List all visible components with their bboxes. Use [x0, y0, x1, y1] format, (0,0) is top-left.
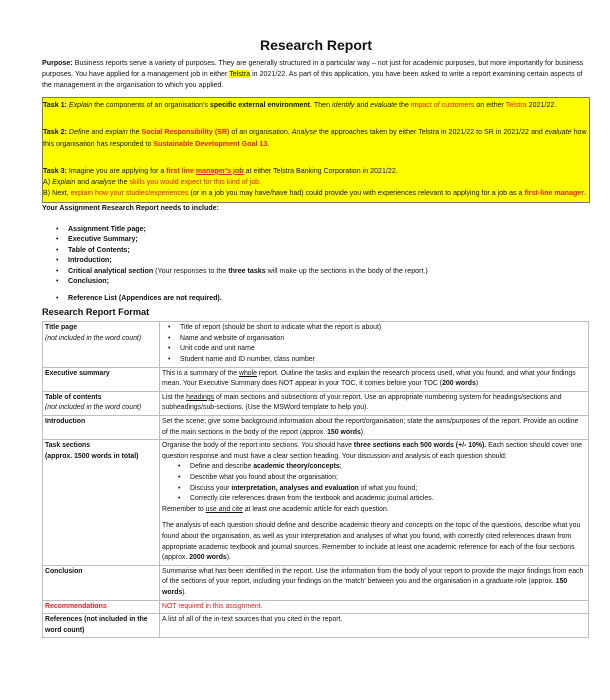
text: Each section should cover one question response and must have a clear section heading. Your discussion and analysis of each question should:	[162, 442, 583, 460]
row-content	[160, 391, 589, 415]
row-label	[43, 565, 160, 600]
list-item	[176, 484, 586, 495]
row-content	[160, 322, 589, 367]
text: .	[584, 189, 586, 198]
text: the	[127, 128, 142, 137]
row-content	[160, 565, 589, 600]
label: Table of contents	[45, 393, 102, 401]
row-label	[43, 416, 160, 440]
text: A list of all of the in-text sources that you cited in the report.	[162, 616, 343, 624]
row-content	[160, 440, 589, 566]
text: B) Next,	[43, 189, 71, 198]
text: the	[115, 178, 130, 187]
text: of what you found;	[358, 484, 418, 492]
text: Summarise what has been identified in the report. Use the information from the body of your report to provide the major findings from each of the sections of your report, including your findings on the 'match' between you and the organisation in a graduate role (approx.	[162, 567, 584, 586]
bold-text: three tasks	[228, 266, 266, 275]
text: (Your responses to the	[153, 266, 229, 275]
task-2	[43, 127, 588, 150]
bold-text: Critical analytical section	[68, 266, 154, 275]
text: . Then	[310, 101, 332, 109]
task-3	[43, 166, 588, 177]
purpose-paragraph	[42, 58, 590, 91]
task-3-label: Task 3:	[43, 166, 67, 175]
list-item: • Student name and ID number, class number	[166, 355, 586, 366]
label-note: (not included in the word count)	[45, 404, 142, 412]
text: ).	[182, 588, 187, 596]
bold-text: 150 words	[327, 428, 361, 436]
list-item	[56, 266, 590, 277]
verb: evaluate	[544, 128, 572, 137]
text: on either	[474, 101, 506, 109]
task-1	[43, 100, 588, 111]
list-item: • Describe what you found about the organisation;	[176, 473, 586, 484]
red-text: first line	[166, 166, 194, 175]
requirements-list	[42, 224, 590, 304]
bold-text: 150 words	[162, 578, 568, 596]
bold-text: 2000 words	[189, 554, 227, 562]
text: Organise the body of the report into sections. You should have	[162, 442, 354, 450]
text: This is a summary of the	[162, 369, 239, 377]
red-text: explain how your studies/experiences	[70, 189, 189, 198]
red-text: Telstra	[505, 101, 527, 109]
label-note: (approx. 1500 words in total)	[45, 452, 139, 460]
table-row	[43, 391, 589, 415]
bold-text: interpretation, analyses and evaluation	[231, 484, 359, 492]
text: Discuss your	[190, 484, 232, 492]
row-content	[160, 416, 589, 440]
text: at either Telstra Banking Corporation in 2021/22.	[243, 166, 398, 175]
text: ;	[339, 463, 342, 471]
text: Imagine you are applying for a	[66, 166, 167, 175]
row-content	[160, 600, 589, 614]
text: the approaches taken by either Telstra in 2021/22 to SR in 2021/22 and	[316, 128, 545, 137]
text: headings	[186, 393, 215, 401]
text: and	[89, 128, 106, 137]
task-3-part-b	[43, 188, 588, 199]
row-label	[43, 600, 160, 614]
text: the components of an organisation's	[92, 101, 210, 109]
text: Remember to	[162, 505, 206, 513]
text: report. Outline the tasks and explain the research process used, what you found, and what your findings mean. Your Executive Summary does NOT appear in your TOC, it comes before your TOC (	[162, 369, 576, 388]
text: whole	[238, 369, 257, 377]
list-item: • Title of report (should be short to indicate what the report is about)	[166, 323, 586, 334]
red-text: Social Responsibility (SR)	[141, 128, 230, 137]
text: The analysis of each question should define and describe academic theory and concepts on the topic of the questions, describe what you found about the organisation, as well as your interpretation and analyses of what you found, with correctly cited references drawn from appropriate academic textbook and journal sources. Remember to include at least one academic reference for each of the four sections (approx.	[162, 522, 581, 562]
list-item: • Introduction;	[56, 255, 590, 266]
purpose-label: Purpose:	[42, 59, 73, 67]
label: Title page	[45, 324, 78, 332]
text: of main sections and subsections of your report. Use an appropriate numbering system for headings/sections and subheadings/sub-sections. (Use the MSWord template to help you).	[162, 393, 562, 412]
text: (or in a job you may have/have had) could provide you with experiences relevant to applying for a job as a	[188, 189, 525, 198]
list-item: • Executive Summary;	[56, 234, 590, 245]
label: Introduction	[45, 418, 86, 426]
list-item: • Conclusion;	[56, 276, 590, 287]
label: Task sections	[45, 442, 91, 450]
label-note: (not included in the word count)	[45, 334, 142, 342]
list-item: • Assignment Title page;	[56, 224, 590, 235]
table-row	[43, 614, 589, 638]
verb: Define	[68, 128, 90, 137]
verb: Explain	[68, 101, 93, 109]
verb: Analyse	[291, 128, 317, 137]
label: Recommendations	[45, 602, 107, 610]
verb: explain	[105, 128, 128, 137]
red-text: skills you would expect for this kind of job.	[129, 178, 262, 187]
row-label	[43, 440, 160, 566]
text: Define and describe	[190, 463, 254, 471]
task-3-part-a	[43, 177, 588, 188]
highlighted-company: Telstra	[229, 70, 251, 78]
text: will make up the sections in the body of the report.)	[265, 266, 428, 275]
document-page	[42, 0, 590, 638]
text: ).	[226, 554, 231, 562]
text: 2021/22.	[526, 101, 557, 109]
text: List the	[162, 393, 187, 401]
text: NOT required in this assignment.	[162, 602, 263, 610]
bold-text: 200 words	[442, 380, 476, 388]
bold-text: specific external environment	[209, 101, 311, 109]
verb: identify	[331, 101, 355, 109]
table-row	[43, 600, 589, 614]
table-row	[43, 440, 589, 566]
text: and	[75, 178, 92, 187]
red-text: Sustainable Development Goal 13	[153, 139, 268, 148]
requirements-heading: Your Assignment Research Report needs to include:	[42, 203, 219, 212]
table-row	[43, 322, 589, 367]
red-text: manager's job	[195, 166, 244, 175]
verb: evaluate	[370, 101, 398, 109]
label: Executive summary	[45, 369, 110, 377]
list-item: • Name and website of organisation	[166, 334, 586, 345]
text: the	[397, 101, 411, 109]
text: ).	[360, 428, 366, 436]
page-title: Research Report	[259, 37, 373, 53]
table-row	[43, 416, 589, 440]
text: )	[475, 380, 479, 388]
list-item: • Unit code and unit name	[166, 344, 586, 355]
task-1-label: Task 1:	[43, 101, 67, 109]
row-label	[43, 614, 160, 638]
row-content	[160, 367, 589, 391]
list-item: • Reference List (Appendices are not required).	[56, 293, 590, 304]
row-content	[160, 614, 589, 638]
red-text: first-line manager	[524, 189, 584, 198]
format-heading: Research Report Format	[42, 307, 150, 318]
text: at least one academic article for each question.	[242, 505, 389, 513]
bold-text: three sections each 500 words (+/- 10%).	[353, 442, 487, 450]
task-box	[42, 97, 590, 203]
purpose-text-end: in 2021/22. As part of this application, you have been asked to write a report examining certain aspects of the management in the organisation to which you applied.	[42, 70, 583, 89]
list-item	[176, 462, 586, 473]
table-row	[43, 565, 589, 600]
bold-text: academic theory/concepts	[253, 463, 340, 471]
row-label	[43, 367, 160, 391]
text: .	[267, 139, 270, 148]
text: of an organisation.	[229, 128, 292, 137]
row-label	[43, 322, 160, 367]
label: References (not included in the word count)	[45, 616, 148, 634]
red-text: impact of customers	[410, 101, 475, 109]
list-item: • Correctly cite references drawn from the textbook and academic journal articles.	[176, 494, 586, 505]
purpose-text: Business reports serve a variety of purposes. They are generally structured in a particular way – not just for academic purposes, but more importantly for business purposes. You have applied for a management job in either	[42, 59, 584, 78]
row-label	[43, 391, 160, 415]
text: how this organisation has responded to	[43, 128, 587, 148]
verb: Explain	[52, 178, 76, 187]
text: A)	[43, 178, 53, 187]
text: Set the scene; give some background information about the report/organisation; state the aims/purposes of the report. Provide an outline of the main sections in the body of the report (approx.	[162, 418, 579, 436]
task-2-label: Task 2:	[43, 128, 67, 137]
label: Conclusion	[45, 567, 83, 575]
table-row	[43, 367, 589, 391]
text: and	[354, 101, 371, 109]
format-table	[42, 321, 589, 638]
text: use and cite	[205, 505, 243, 513]
verb: analyse	[91, 178, 116, 187]
list-item: • Table of Contents;	[56, 245, 590, 256]
